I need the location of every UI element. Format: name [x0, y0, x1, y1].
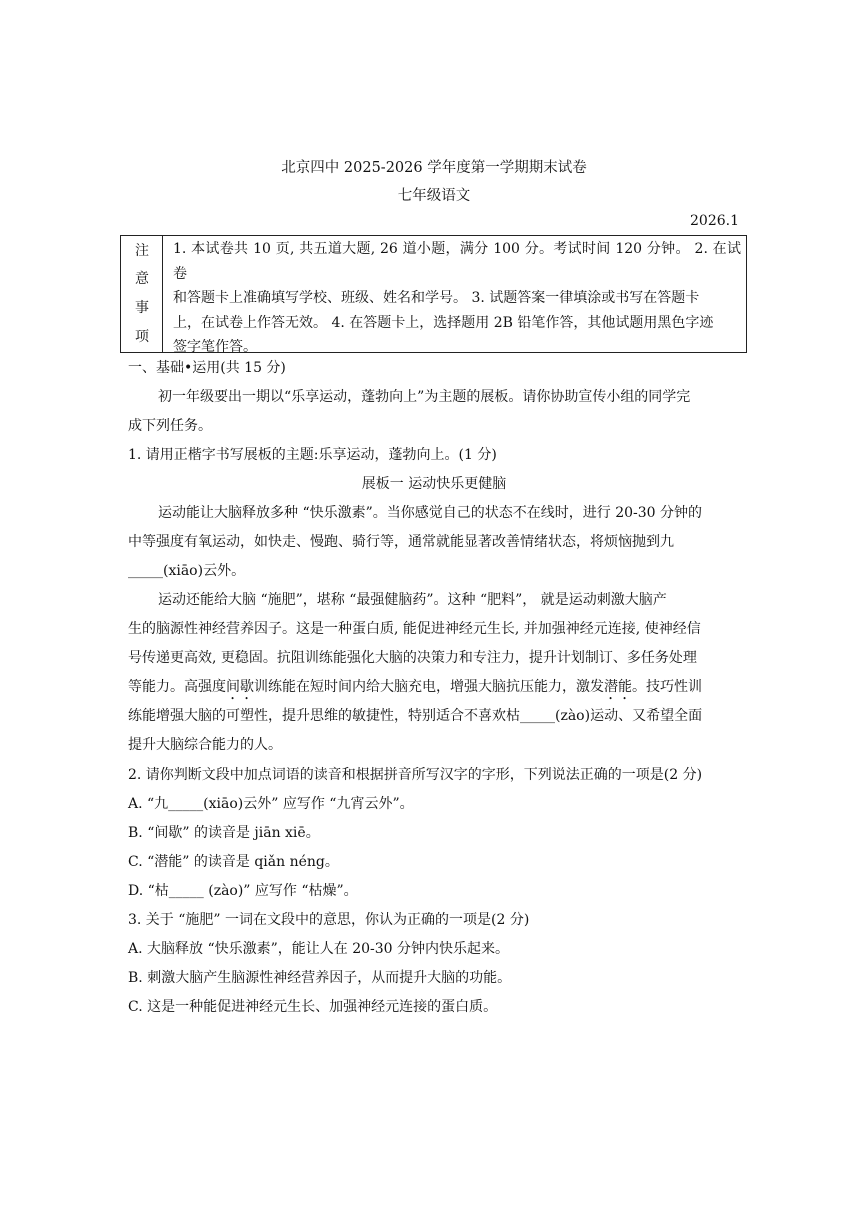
- passage-line: 中等强度有氧运动，如快走、慢跑、骑行等，通常就能显著改善情绪状态，将烦恼抛到九: [128, 534, 674, 550]
- option-a: A. 大脑释放 “快乐激素”，能让人在 20-30 分钟内快乐起来。: [128, 941, 510, 957]
- passage-text: 等能力。高强度: [128, 679, 226, 695]
- question-2: 2. 请你判断文段中加点词语的读音和根据拼音所写汉字的字形，下列说法正确的一项是(2 分): [128, 767, 703, 783]
- passage-line: [128, 676, 702, 703]
- notice-line: 上，在试卷上作答无效。 4. 在答题卡上，选择题用 2B 铅笔作答，其他试题用黑色字迹: [173, 314, 714, 331]
- notice-label: [121, 236, 163, 352]
- dotted-word: 潜能: [604, 679, 632, 695]
- option-b: B. “间歇” 的读音是 jiān xiē。: [128, 825, 320, 841]
- intro-line: 初一年级要出一期以“乐享运动，蓬勃向上”为主题的展板。请你协助宣传小组的同学完: [158, 389, 691, 405]
- notice-line: 签字笔作答。: [173, 339, 257, 355]
- option-c: C. “潜能” 的读音是 qiǎn néng。: [128, 854, 339, 870]
- exam-subtitle: 七年级语文: [397, 188, 471, 204]
- question-1: 1. 请用正楷字书写展板的主题:乐享运动，蓬勃向上。(1 分): [128, 447, 497, 463]
- passage-line: 生的脑源性神经营养因子。这是一种蛋白质, 能促进神经元生长, 并加强神经元连接, 使神经信: [128, 621, 701, 637]
- passage-text: 。技巧性训: [632, 679, 702, 695]
- passage-line: 练能增强大脑的可塑性，提升思维的敏捷性，特别适合不喜欢枯_____(zào)运动、又希望全面: [128, 708, 703, 724]
- exam-title: 北京四中 2025-2026 学年度第一学期期末试卷: [281, 160, 587, 176]
- notice-text: [173, 237, 741, 360]
- notice-label-char: 项: [135, 329, 149, 345]
- intro-line: 成下列任务。: [128, 418, 212, 434]
- passage-line: _____(xiāo)云外。: [128, 563, 246, 579]
- section-heading: 一、基础•运用(共 15 分): [128, 360, 286, 376]
- notice-label-char: 事: [135, 300, 149, 316]
- passage-text: 训练能在短时间内给大脑充电，增强大脑抗压能力，激发: [254, 679, 604, 695]
- passage-line: 号传递更高效, 更稳固。抗阻训练能强化大脑的决策力和专注力，提升计划制订、多任务处理: [128, 650, 697, 666]
- notice-line: 1. 本试卷共 10 页, 共五道大题, 26 道小题，满分 100 分。考试时间 120 分钟。 2. 在试卷: [173, 241, 741, 282]
- option-c: C. 这是一种能促进神经元生长、加强神经元连接的蛋白质。: [128, 999, 498, 1015]
- notice-box: [120, 235, 747, 353]
- board-title: 展板一 运动快乐更健脑: [361, 476, 507, 492]
- dotted-word: 间歇: [226, 679, 254, 695]
- exam-date: 2026.1: [690, 213, 739, 229]
- passage-line: 运动还能给大脑 “施肥”，堪称 “最强健脑药”。这种 “肥料”， 就是运动刺激大脑产: [158, 592, 667, 608]
- notice-label-char: 意: [135, 271, 149, 287]
- option-a: A. “九_____(xiāo)云外” 应写作 “九宵云外”。: [128, 796, 414, 812]
- option-d: D. “枯_____ (zào)” 应写作 “枯燥”。: [128, 883, 358, 899]
- notice-line: 和答题卡上准确填写学校、班级、姓名和学号。 3. 试题答案一律填涂或书写在答题卡: [173, 290, 700, 306]
- passage-line: 提升大脑综合能力的人。: [128, 737, 282, 753]
- option-b: B. 刺激大脑产生脑源性神经营养因子，从而提升大脑的功能。: [128, 970, 512, 986]
- passage-line: 运动能让大脑释放多种 “快乐激素”。当你感觉自己的状态不在线时，进行 20-30 分钟的: [158, 505, 703, 521]
- question-3: 3. 关于 “施肥” 一词在文段中的意思，你认为正确的一项是(2 分): [128, 912, 530, 928]
- notice-label-char: 注: [135, 243, 149, 259]
